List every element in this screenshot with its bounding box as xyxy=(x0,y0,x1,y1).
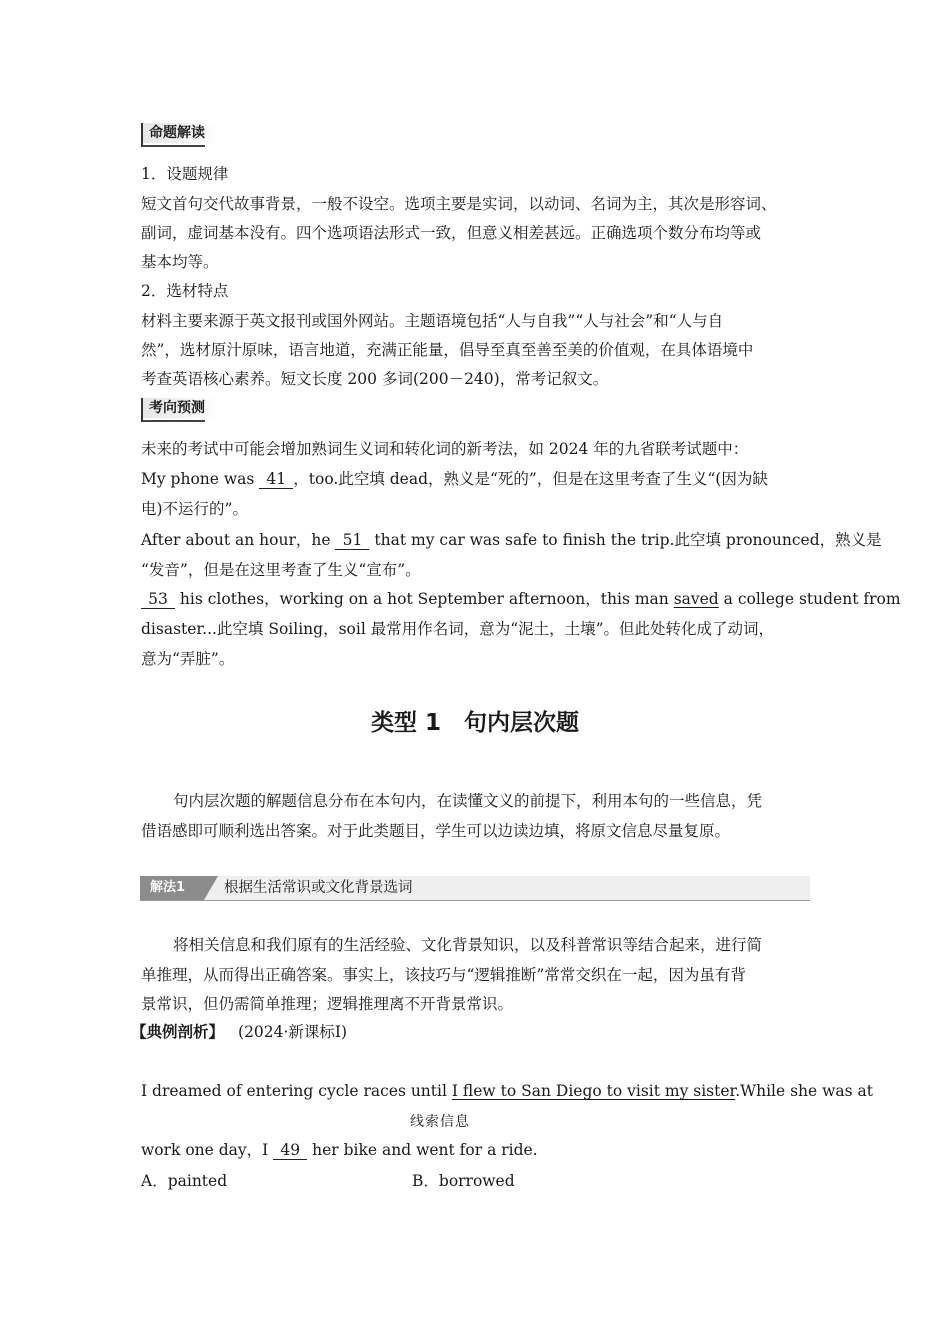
paragraph-line: 意为“弄脏”。 xyxy=(141,650,235,668)
answer-blank: 51 xyxy=(335,531,369,550)
heading-pattern: 1．设题规律 xyxy=(141,165,229,183)
sentence-line: work one day，I 49 her bike and went for a ride. xyxy=(141,1141,538,1159)
sentence-line: I dreamed of entering cycle races until I flew to San Diego to visit my sister.While she was at xyxy=(141,1082,874,1100)
paragraph-line: 材料主要来源于英文报刊或国外网站。主题语境包括“人与自我”“人与社会”和“人与自 xyxy=(141,312,724,330)
method-header xyxy=(140,876,810,901)
example-heading xyxy=(131,1022,347,1042)
clue-underline: I flew to San Diego to visit my sister xyxy=(451,1082,736,1100)
forecast-intro: 未来的考试中可能会增加熟词生义词和转化词的新考法，如 2024 年的九省联考试题中： xyxy=(141,440,749,458)
example-line-41: My phone was 41 ，too.此空填 dead，熟义是“死的”，但是在这里考查了生义“(因为缺 xyxy=(141,470,768,488)
method-badge-tail xyxy=(204,876,218,900)
answer-blank: 53 xyxy=(141,590,175,609)
answer-blank: 41 xyxy=(259,470,293,489)
method-label: 根据生活常识或文化背景选词 xyxy=(224,880,413,896)
paragraph-line: 将相关信息和我们原有的生活经验、文化背景知识，以及科普常识等结合起来，进行简 xyxy=(173,936,763,954)
paragraph-line: 单推理，从而得出正确答案。事实上，该技巧与“逻辑推断”常常交织在一起，因为虽有背 xyxy=(141,966,746,984)
paragraph-line: 然”，选材原汁原味，语言地道，充满正能量，倡导至真至善至美的价值观，在具体语境中 xyxy=(141,341,754,359)
paragraph-line: 借语感即可顺利选出答案。对于此类题目，学生可以边读边填，将原文信息尽量复原。 xyxy=(141,822,731,840)
paragraph-line: 考查英语核心素养。短文长度 200 多词(200－240)，常考记叙文。 xyxy=(141,370,609,388)
answer-blank: 49 xyxy=(273,1141,307,1160)
paragraph-line: 电)不运行的”。 xyxy=(141,500,248,518)
clue-annotation: 线索信息 xyxy=(410,1114,470,1130)
example-line-53: 53 his clothes，working on a hot September afternoon，this man saved a college student from xyxy=(141,589,901,609)
paragraph-line: 短文首句交代故事背景，一般不设空。选项主要是实词，以动词、名词为主，其次是形容词、 xyxy=(141,195,777,213)
paragraph-line: 景常识，但仍需简单推理；逻辑推理离不开背景常识。 xyxy=(141,995,514,1013)
example-line-51: After about an hour，he 51 that my car was safe to finish the trip.此空填 pronounced，熟义是 xyxy=(141,531,882,549)
example-source: (2024·新课标Ⅰ) xyxy=(238,1023,348,1041)
section-tag-forecast: 考向预测 xyxy=(141,398,205,422)
section-tag-interpretation: 命题解读 xyxy=(141,123,205,147)
example-label: 【典例剖析】 xyxy=(131,1023,225,1041)
option-a: A．painted xyxy=(141,1172,228,1190)
page-title: 类型 1 句内层次题 xyxy=(370,710,579,736)
underlined-word: saved xyxy=(673,590,719,608)
paragraph-line: 基本均等。 xyxy=(141,253,219,271)
paragraph-line: 副词，虚词基本没有。四个选项语法形式一致，但意义相差甚远。正确选项个数分布均等或 xyxy=(141,224,762,242)
heading-material: 2．选材特点 xyxy=(141,282,229,300)
paragraph-line: disaster...此空填 Soiling，soil 最常用作名词，意为“泥土，土壤”。但此处转化成了动词， xyxy=(141,620,775,638)
paragraph-line: 句内层次题的解题信息分布在本句内，在读懂文义的前提下，利用本句的一些信息，凭 xyxy=(173,792,763,810)
option-b: B．borrowed xyxy=(412,1172,515,1190)
method-badge: 解法1 xyxy=(140,876,204,900)
paragraph-line: “发音”，但是在这里考查了生义“宣布”。 xyxy=(141,561,421,579)
